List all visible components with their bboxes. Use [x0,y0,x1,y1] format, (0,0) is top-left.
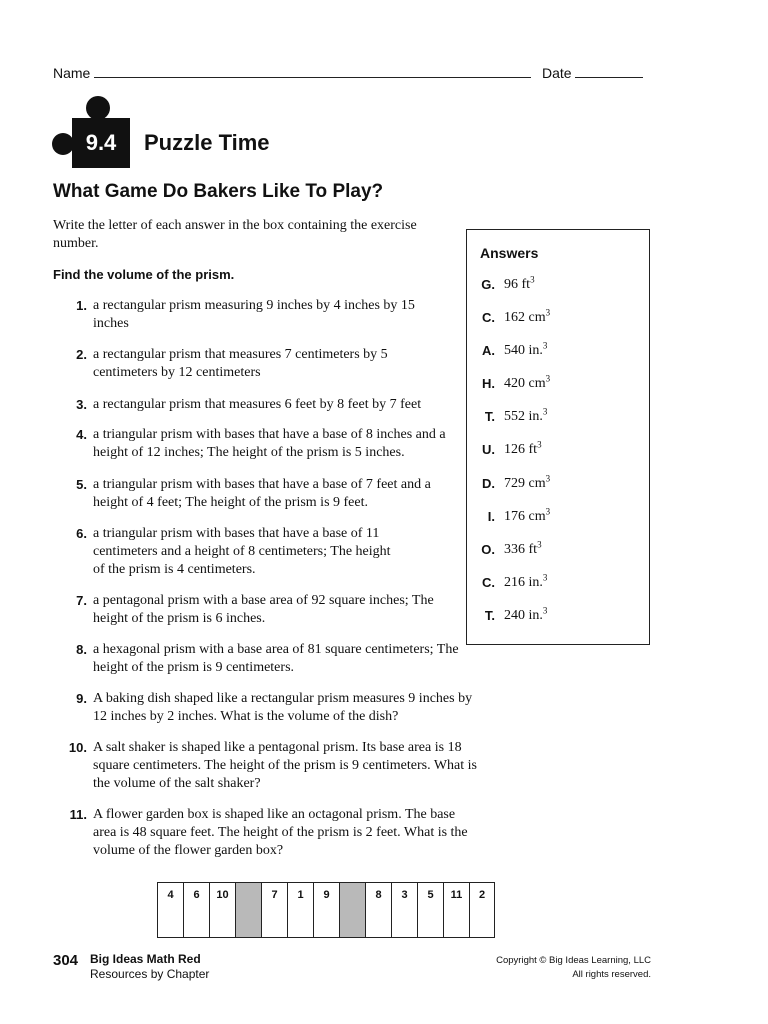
answer-letter: D. [482,476,495,491]
answers-box [466,229,650,645]
exercise-text: a rectangular prism measuring 9 inches by 4 inches by 15 inches [93,298,415,331]
answer-letter: I. [487,509,495,524]
page-title: Puzzle Time [144,130,270,155]
exercise-number: 7. [76,593,87,608]
answer-item [467,373,637,392]
exercise-10 [53,739,478,793]
answer-letter: T. [484,608,495,623]
answer-value: 216 in. [504,575,543,590]
name-field[interactable] [94,65,531,78]
answer-cell[interactable]: 2 [469,882,495,938]
exercise-number: 2. [76,347,87,362]
exercise-7 [53,592,478,628]
date-label: Date [542,65,572,81]
answer-exponent: 3 [545,506,551,517]
exercise-text: a triangular prism with bases that have a base of 8 inches and a height of 12 inches; The height of the prism is 5 inches. [93,427,446,460]
answer-item [467,406,637,425]
answers-heading: Answers [480,245,539,261]
exercise-4 [53,426,478,462]
answer-exponent: 3 [545,307,551,318]
answer-item [467,506,637,525]
answer-item [467,340,637,359]
answer-exponent: 3 [542,340,548,351]
answer-item [467,274,637,293]
answer-letter: T. [484,409,495,424]
exercise-text: a triangular prism with bases that have a base of 11 centimeters and a height of 8 centimeters; The height of the prism is 4 centimeters. [93,526,391,577]
answer-cell[interactable]: 10 [209,882,235,938]
answer-item [467,307,637,326]
copyright-line: Copyright © Big Ideas Learning, LLC [496,955,651,966]
exercise-8 [53,641,478,677]
answer-value: 729 cm [504,476,546,491]
exercise-number: 5. [76,477,87,492]
answer-cell[interactable]: 7 [261,882,287,938]
answer-cell[interactable]: 4 [157,882,183,938]
answer-letter: O. [481,542,495,557]
answer-value: 126 ft [504,442,538,457]
answer-letter: C. [482,575,495,590]
exercise-number: 3. [76,397,87,412]
answer-letter: H. [482,376,495,391]
answer-letter: C. [482,310,495,325]
exercise-number: 4. [76,427,87,442]
answer-item [467,439,637,458]
exercise-6 [53,525,478,579]
exercise-number: 9. [76,691,87,706]
date-line[interactable] [542,65,643,81]
copyright [440,954,651,982]
answer-value: 240 in. [504,608,543,623]
exercise-1 [53,297,478,333]
answer-value: 420 cm [504,376,546,391]
answer-value: 176 cm [504,509,546,524]
exercise-text: a rectangular prism that measures 6 feet by 8 feet by 7 feet [93,397,422,412]
page-subtitle: What Game Do Bakers Like To Play? [53,181,384,202]
answer-exponent: 3 [537,539,542,550]
intro-text: Write the letter of each answer in the box containing the exercise number. [53,218,417,251]
instruction-text: Find the volume of the prism. [53,267,235,282]
answer-cell[interactable]: 3 [391,882,417,938]
exercise-5 [53,476,478,512]
answer-exponent: 3 [542,605,548,616]
answer-exponent: 3 [542,572,548,583]
exercise-text: a rectangular prism that measures 7 centimeters by 5 centimeters by 12 centimeters [93,347,388,380]
answer-exponent: 3 [542,406,548,417]
answer-item [467,605,637,624]
answer-exponent: 3 [537,439,542,450]
answer-item [467,539,637,558]
answer-value: 540 in. [504,343,543,358]
answer-grid [157,882,495,938]
answer-item [467,572,637,591]
name-label: Name [53,65,91,81]
exercise-11 [53,806,478,860]
answer-cell[interactable]: 1 [287,882,313,938]
exercise-9 [53,690,478,726]
answer-letter: U. [482,442,495,457]
answer-exponent: 3 [545,473,551,484]
exercise-number: 8. [76,642,87,657]
answer-item [467,473,637,492]
date-field[interactable] [575,65,643,78]
answer-cell[interactable]: 11 [443,882,469,938]
exercise-number: 10. [68,740,87,755]
exercise-number: 11. [69,807,87,822]
answer-value: 336 ft [504,542,538,557]
exercise-number: 1. [76,298,87,313]
answer-cell[interactable]: 8 [365,882,391,938]
answer-value: 96 ft [504,277,531,292]
answer-letter: A. [482,343,495,358]
answer-value: 162 cm [504,310,546,325]
exercise-text: A salt shaker is shaped like a pentagonal prism. Its base area is 18 square centimeters. The height of the prism is 9 centimeters. What is the volume of the salt shaker? [93,740,477,791]
exercise-3 [53,396,478,414]
exercise-text: a triangular prism with bases that have a base of 7 feet and a height of 4 feet; The height of the prism is 9 feet. [93,477,431,510]
answer-cell[interactable]: 9 [313,882,339,938]
exercise-text: a pentagonal prism with a base area of 92 square inches; The height of the prism is 6 inches. [93,593,434,626]
book-title: Big Ideas Math Red [90,952,201,966]
blank-cell [339,882,365,938]
exercise-text: A baking dish shaped like a rectangular prism measures 9 inches by 12 inches by 2 inches. What is the volume of the dish? [93,691,473,724]
page-number: 304 [53,952,79,969]
answer-cell[interactable]: 5 [417,882,443,938]
name-line[interactable] [53,65,531,81]
puzzle-tab-left [52,133,74,155]
rights-line: All rights reserved. [572,969,651,980]
blank-cell [235,882,261,938]
exercise-text: A flower garden box is shaped like an octagonal prism. The base area is 48 square feet. The height of the prism is 2 feet. What is the volume of the flower garden box? [93,807,468,858]
exercise-2 [53,346,478,382]
section-badge: 9.4 [72,118,130,168]
answer-value: 552 in. [504,409,543,424]
exercise-text: a hexagonal prism with a base area of 81 square centimeters; The height of the prism is 9 centimeters. [93,642,459,675]
book-subtitle: Resources by Chapter [90,967,210,981]
answer-cell[interactable]: 6 [183,882,209,938]
answer-letter: G. [481,277,495,292]
answer-exponent: 3 [545,373,551,384]
answer-exponent: 3 [530,274,535,285]
exercise-number: 6. [76,526,87,541]
